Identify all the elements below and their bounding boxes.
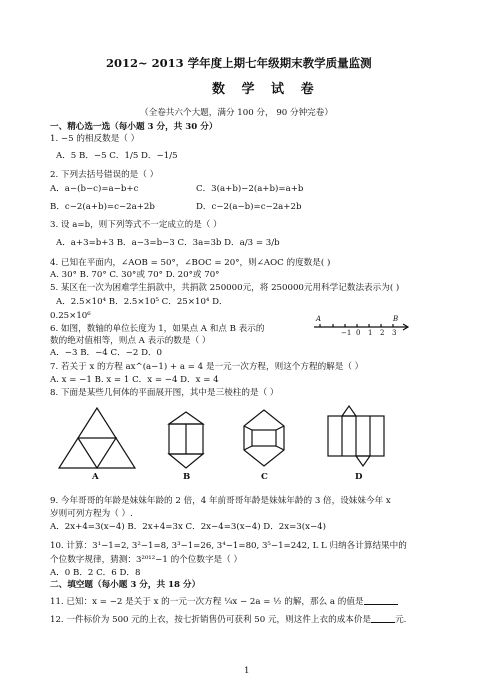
q2-stem: 2. 下列去括号错误的是（ ） (50, 170, 159, 180)
net-label-c: C (261, 472, 268, 482)
tick-label: 0 (356, 329, 361, 337)
q1-options: A．5 B．−5 C．1/5 D．−1/5 (56, 151, 178, 161)
net-a-figure (56, 405, 138, 473)
tick-label: 2 (380, 329, 385, 337)
q10-line2: 个位数字规律，猜测：3²⁰¹²−1 的个位数字是（ ） (50, 555, 243, 565)
q2-option-d: D．c−2(a−b)=c−2a+2b (196, 202, 302, 212)
q12-end: 元. (395, 615, 407, 625)
page-number: 1 (244, 666, 250, 676)
q6-line2: 数的绝对值相等，则点 A 表示的数是（ ） (50, 336, 211, 346)
q5-option-d: 0.25×10⁶ (50, 311, 91, 321)
q7-options: A. x = −1 B. x = 1 C．x = −4 D．x = 4 (50, 375, 219, 385)
q11-line (50, 595, 398, 608)
q2-option-c: C．3(a+b)−2(a+b)=a+b (196, 184, 304, 194)
tick-label: 3 (392, 329, 397, 337)
tick-label: −1 (341, 329, 352, 337)
section1-heading: 一、精心选一选（每小题 3 分，共 30 分） (50, 122, 218, 132)
q10-options: A．0 B．2 C．6 D．8 (50, 568, 141, 578)
q2-option-b: B．c−2(a+b)=c−2a+2b (50, 202, 155, 212)
net-d-figure (318, 404, 398, 468)
point-b-label: B (393, 315, 399, 323)
q6-line1: 6. 如图，数轴的单位长度为 1，如果点 A 和点 B 表示的 (50, 324, 265, 334)
subject-title: 数 学 试 卷 (212, 82, 320, 97)
q2-option-a: A．a−(b−c)=a−b+c (50, 184, 139, 194)
tick-label: 1 (368, 329, 373, 337)
q12-line (50, 613, 406, 626)
q3-stem: 3. 设 a=b，则下列等式不一定成立的是（ ） (50, 220, 222, 230)
net-b-figure (162, 410, 210, 472)
q10-line1: 10. 计算：3¹−1=2, 3²−1=8, 3³−1=26, 3⁴−1=80, 3⁵−1=242, L L 归纳各计算结果中的 (50, 541, 407, 551)
q6-options: A．−3 B．−4 C．−2 D．0 (50, 348, 163, 358)
q1-stem: 1. −5 的相反数是（ ） (50, 134, 140, 144)
q8-stem: 8. 下面是某些几何体的平面展开图，其中是三棱柱的是（ ） (50, 388, 279, 398)
q5-options: A．2.5×10⁴ B．2.5×10⁵ C．25×10⁴ D． (56, 297, 228, 307)
q4-options: A. 30° B. 70° C. 30°或 70° D. 20°或 70° (50, 270, 220, 280)
q12-text: 12. 一件标价为 500 元的上衣，按七折销售仍可获利 50 元，则这件上衣的成本价是 (50, 615, 372, 625)
q9-options: A．2x+4=3(x−4) B．2x+4=3x C．2x−4=3(x−4) D．2x=3(x−4) (50, 522, 326, 532)
q7-stem: 7. 若关于 x 的方程 ax^(a−1) + a = 4 是一元一次方程，则这个方程的解是（ ） (50, 362, 364, 372)
point-a-label: A (316, 315, 322, 323)
net-label-b: B (183, 472, 191, 482)
q9-line1: 9. 今年哥哥的年龄是妹妹年龄的 2 倍，4 年前哥哥年龄是妹妹年龄的 3 倍，设妹妹今年 x (50, 496, 391, 506)
q12-answer-blank (371, 613, 395, 623)
exam-note: （全卷共六个大题，满分 100 分， 90 分钟完卷） (140, 108, 333, 118)
q9-line2: 岁则可列方程为（ ）. (50, 509, 133, 519)
net-label-d: D (355, 472, 363, 482)
q5-stem: 5. 某区在一次为困难学生捐款中，共捐款 250000元，将 250000元用科学记数法表示为( ) (50, 283, 400, 293)
q4-stem: 4. 已知在平面内，∠AOB = 50°，∠BOC = 20°，则∠AOC 的度数是( ) (50, 258, 331, 268)
q11-answer-blank (364, 595, 398, 605)
exam-title: 2012~ 2013 学年度上期七年级期末教学质量监测 (106, 56, 372, 70)
q11-text: 11. 已知：x = −2 是关于 x 的一元一次方程 ¼x − 2a = ½ 的解，那么 a 的值是 (50, 597, 364, 607)
section2-heading: 二、填空题（每小题 3 分，共 18 分） (50, 580, 201, 590)
net-c-figure (232, 408, 296, 470)
q3-options: A．a+3=b+3 B．a−3=b−3 C．3a=3b D．a/3 = 3/b (56, 238, 280, 248)
net-label-a: A (92, 472, 99, 482)
